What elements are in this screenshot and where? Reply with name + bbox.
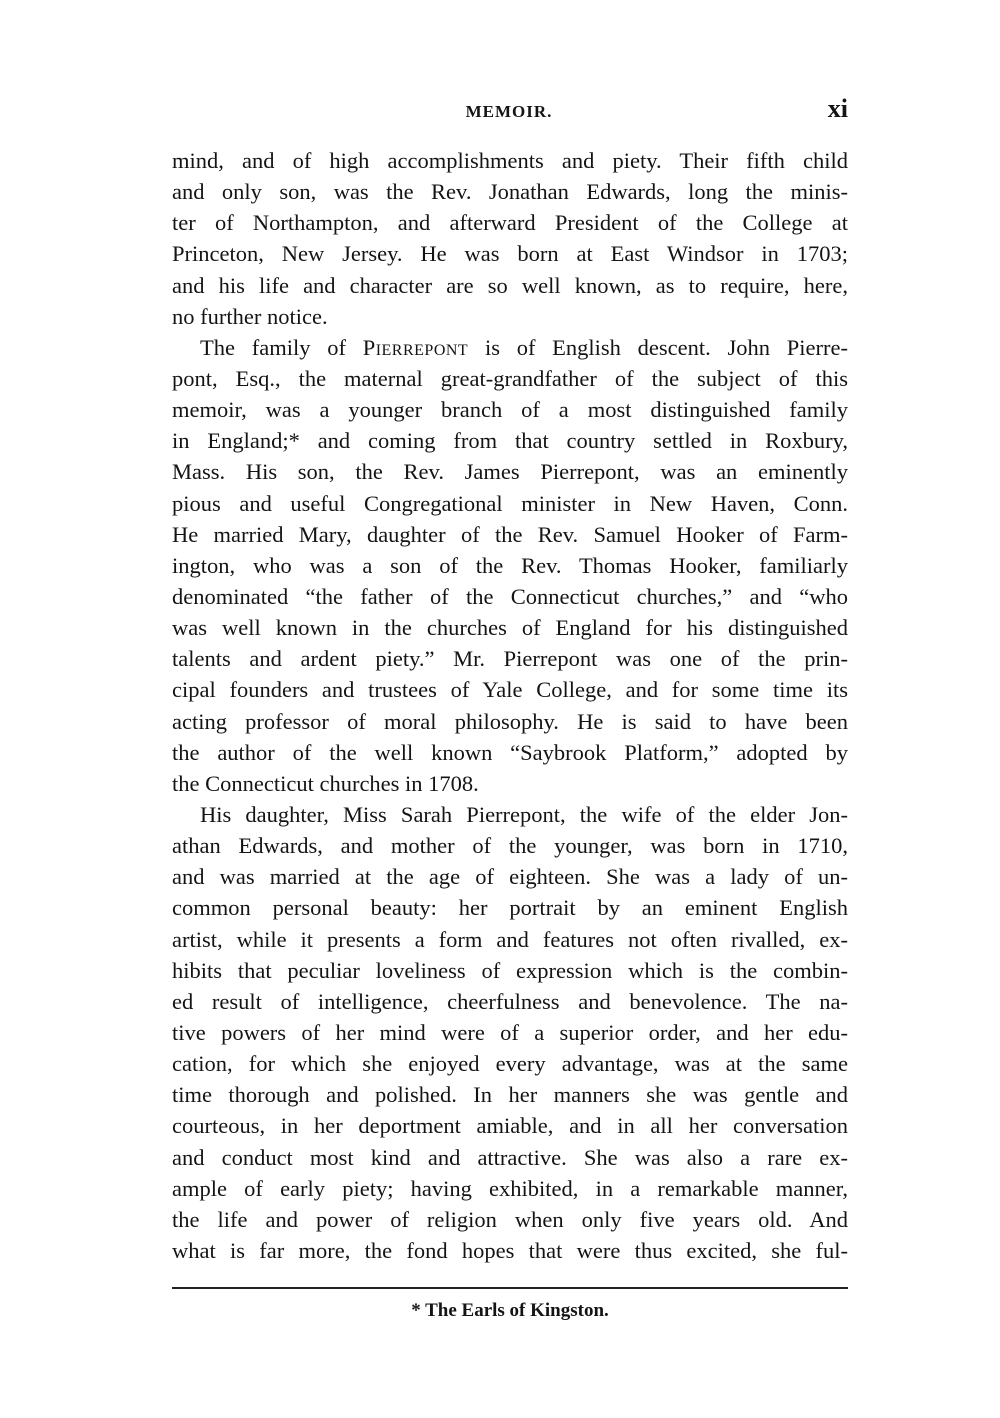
text-line: cipal founders and trustees of Yale College, and for some time its [172,677,848,703]
body-text [172,145,848,1266]
text-line: common personal beauty: her portrait by an eminent English [172,895,848,921]
text-line: in England;* and coming from that country settled in Roxbury, [172,428,848,454]
running-title: MEMOIR. [465,102,553,121]
paragraph-start-line: His daughter, Miss Sarah Pierrepont, the wife of the elder Jon- [200,801,848,827]
text-line: acting professor of moral philosophy. He is said to have been [172,708,848,734]
text-line: and conduct most kind and attractive. She was also a rare ex- [172,1144,848,1170]
text-line: pious and useful Congregational minister in New Haven, Conn. [172,490,848,516]
text-line: the Connecticut churches in 1708. [172,770,479,796]
text-line: Mass. His son, the Rev. James Pierrepont, was an eminently [172,459,848,485]
text-line: ed result of intelligence, cheerfulness and benevolence. The na- [172,988,848,1014]
text-line: tive powers of her mind were of a superior order, and her edu- [172,1019,848,1045]
running-head [170,94,848,132]
text-line: no further notice. [172,303,328,329]
text-line: pont, Esq., the maternal great-grandfather of the subject of this [172,365,848,391]
text-line: cation, for which she enjoyed every advantage, was at the same [172,1051,848,1077]
text-line: denominated “the father of the Connecticut churches,” and “who [172,583,848,609]
text-line: ington, who was a son of the Rev. Thomas Hooker, familiarly [172,552,848,578]
text-fragment: The family of [200,334,363,360]
text-line: mind, and of high accomplishments and piety. Their fifth child [172,148,848,173]
text-line: the life and power of religion when only five years old. And [172,1206,848,1232]
text-line: talents and ardent piety.” Mr. Pierrepont was one of the prin- [172,646,848,672]
text-line: what is far more, the fond hopes that were thus excited, she ful- [172,1237,848,1263]
text-line: hibits that peculiar loveliness of expression which is the combin- [172,957,848,983]
text-line: ample of early piety; having exhibited, in a remarkable manner, [172,1175,848,1201]
paragraph-start-line [172,332,848,363]
text-line: and was married at the age of eighteen. She was a lady of un- [172,864,848,890]
text-line: artist, while it presents a form and features not often rivalled, ex- [172,926,848,952]
text-line: memoir, was a younger branch of a most distinguished family [172,397,848,423]
page-number: xi [827,94,848,123]
text-line: He married Mary, daughter of the Rev. Samuel Hooker of Farm- [172,521,848,547]
text-line: and only son, was the Rev. Jonathan Edwards, long the minis- [172,179,848,205]
text-line: courteous, in her deportment amiable, and in all her conversation [172,1113,848,1139]
text-fragment: is of English descent. John Pierre- [468,334,848,360]
small-caps-name: Pierrepont [362,334,469,360]
text-line: and his life and character are so well known, as to require, here, [172,272,848,298]
footnote-divider [172,1287,848,1289]
text-line: was well known in the churches of England for his distinguished [172,615,848,641]
text-line: the author of the well known “Saybrook Platform,” adopted by [172,739,848,765]
text-line: ter of Northampton, and afterward President of the College at [172,210,848,236]
text-line: time thorough and polished. In her manners she was gentle and [172,1082,848,1108]
footnote: * The Earls of Kingston. [411,1300,609,1321]
text-line: Princeton, New Jersey. He was born at East Windsor in 1703; [172,241,848,267]
text-line: athan Edwards, and mother of the younger, was born in 1710, [172,833,848,859]
